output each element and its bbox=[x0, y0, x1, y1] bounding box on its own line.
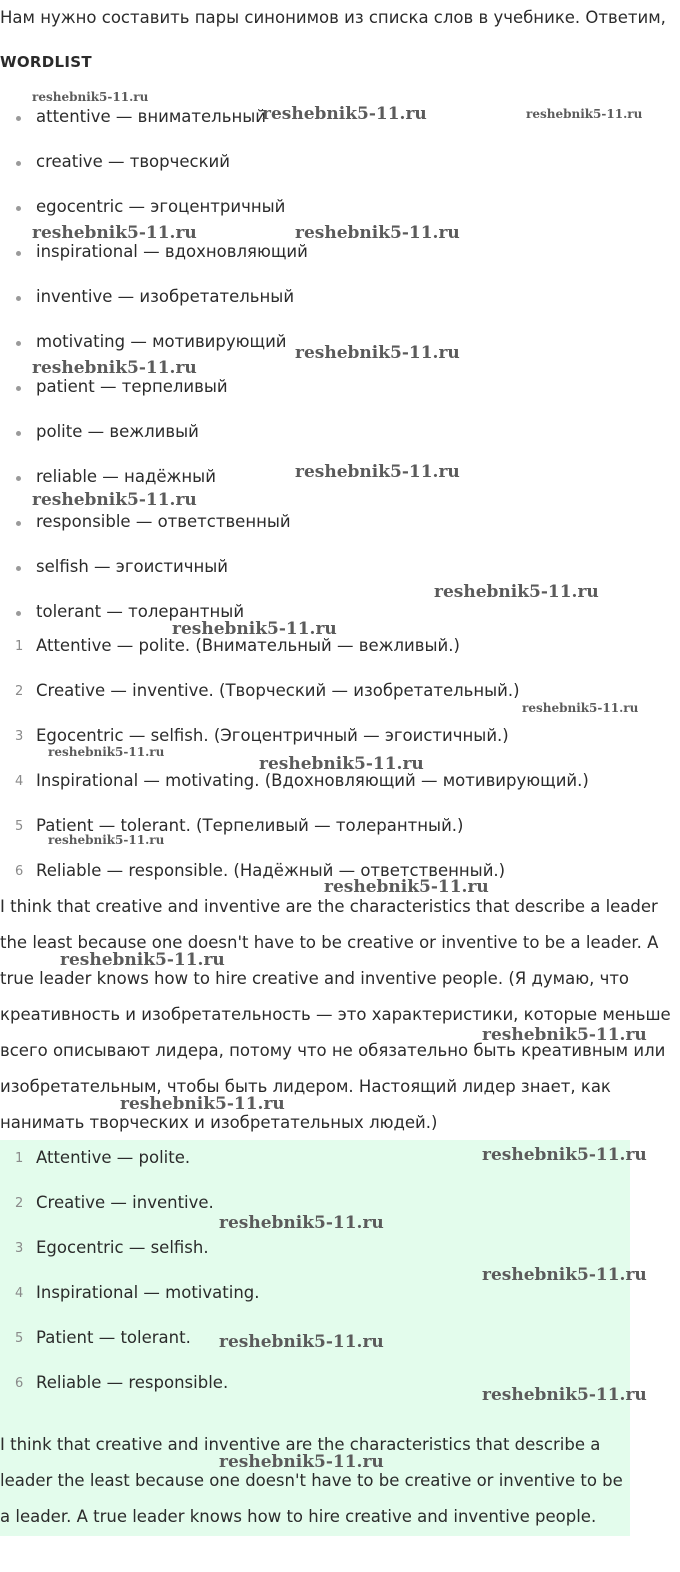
paragraph-translated: I think that creative and inventive are the characteristics that describe a leader the least because one doesn't have to be creative or inventive to be a leader. A true leader knows how to hire creative and inventive people. (Я думаю, что креативность и изобретательность — это характеристики, которые меньше всего описывают лидера, потому что не обязательно быть креативным или изобретательным, чтобы быть лидером. Настоящий лидер знает, как нанимать творческих и изобретательных людей.) bbox=[0, 897, 671, 1132]
list-item: responsible — ответственный bbox=[0, 510, 680, 555]
bullet-icon bbox=[16, 341, 21, 346]
wordlist-heading: WORDLIST bbox=[0, 53, 92, 71]
watermark: reshebnik5-11.ru bbox=[172, 619, 337, 639]
answer-item: 6 Reliable — responsible. (Надёжный — ответственный.) bbox=[15, 861, 506, 880]
bullet-icon bbox=[16, 521, 21, 526]
list-item: attentive — внимательный bbox=[0, 105, 680, 150]
bullet-icon bbox=[16, 296, 21, 301]
answer-item: 3 Egocentric — selfish. (Эгоцентричный — эгоистичный.) bbox=[15, 726, 509, 745]
answers-translated-list bbox=[0, 634, 680, 904]
watermark: reshebnik5-11.ru bbox=[295, 343, 460, 363]
wordlist bbox=[0, 105, 680, 645]
watermark: reshebnik5-11.ru bbox=[32, 490, 197, 510]
answer-item: 1 Attentive — polite. (Внимательный — вежливый.) bbox=[15, 636, 460, 655]
list-item: polite — вежливый bbox=[0, 420, 680, 465]
paragraph-plain: I think that creative and inventive are the characteristics that describe a leader the least because one doesn't have to be creative or inventive to be a leader. A true leader knows how to hire creative and inventive people. bbox=[0, 1435, 623, 1526]
watermark: reshebnik5-11.ru bbox=[522, 701, 639, 715]
list-item: reliable — надёжный bbox=[0, 465, 680, 510]
watermark: reshebnik5-11.ru bbox=[482, 1385, 647, 1405]
watermark: reshebnik5-11.ru bbox=[482, 1025, 647, 1045]
watermark: reshebnik5-11.ru bbox=[219, 1213, 384, 1233]
list-item: egocentric — эгоцентричный bbox=[0, 195, 680, 240]
watermark: reshebnik5-11.ru bbox=[48, 833, 165, 847]
bullet-icon bbox=[16, 566, 21, 571]
list-item: inspirational — вдохновляющий bbox=[0, 240, 680, 285]
watermark: reshebnik5-11.ru bbox=[259, 754, 424, 774]
answers-plain-list bbox=[0, 1146, 680, 1416]
watermark: reshebnik5-11.ru bbox=[482, 1145, 647, 1165]
answer-item: 4 Inspirational — motivating. bbox=[15, 1283, 260, 1302]
answer-item: 1 Attentive — polite. bbox=[15, 1148, 191, 1167]
bullet-icon bbox=[16, 116, 21, 121]
answer-item: 2 Creative — inventive. bbox=[15, 1193, 214, 1212]
watermark: reshebnik5-11.ru bbox=[32, 358, 197, 378]
bullet-icon bbox=[16, 611, 21, 616]
watermark: reshebnik5-11.ru bbox=[295, 462, 460, 482]
bullet-icon bbox=[16, 386, 21, 391]
bullet-icon bbox=[16, 251, 21, 256]
answer-item: 2 Creative — inventive. (Творческий — изобретательный.) bbox=[15, 681, 520, 700]
intro-text: Нам нужно составить пары синонимов из списка слов в учебнике. Ответим, bbox=[0, 8, 666, 27]
watermark: reshebnik5-11.ru bbox=[482, 1265, 647, 1285]
list-item: creative — творческий bbox=[0, 150, 680, 195]
watermark: reshebnik5-11.ru bbox=[526, 107, 643, 121]
bullet-icon bbox=[16, 431, 21, 436]
bullet-icon bbox=[16, 206, 21, 211]
watermark: reshebnik5-11.ru bbox=[32, 90, 149, 104]
list-item: patient — терпеливый bbox=[0, 375, 680, 420]
list-item: tolerant — толерантный bbox=[0, 600, 680, 645]
watermark: reshebnik5-11.ru bbox=[48, 745, 165, 759]
watermark: reshebnik5-11.ru bbox=[219, 1332, 384, 1352]
list-item: motivating — мотивирующий bbox=[0, 330, 680, 375]
list-item: inventive — изобретательный bbox=[0, 285, 680, 330]
watermark: reshebnik5-11.ru bbox=[219, 1452, 384, 1472]
watermark: reshebnik5-11.ru bbox=[295, 223, 460, 243]
watermark: reshebnik5-11.ru bbox=[324, 877, 489, 897]
answer-item: 3 Egocentric — selfish. bbox=[15, 1238, 209, 1257]
answer-item: 5 Patient — tolerant. bbox=[15, 1328, 191, 1347]
bullet-icon bbox=[16, 161, 21, 166]
bullet-icon bbox=[16, 476, 21, 481]
list-item: selfish — эгоистичный bbox=[0, 555, 680, 600]
watermark: reshebnik5-11.ru bbox=[262, 104, 427, 124]
watermark: reshebnik5-11.ru bbox=[32, 223, 197, 243]
watermark: reshebnik5-11.ru bbox=[60, 950, 225, 970]
answer-item: 6 Reliable — responsible. bbox=[15, 1373, 229, 1392]
watermark: reshebnik5-11.ru bbox=[120, 1094, 285, 1114]
answer-item: 4 Inspirational — motivating. (Вдохновляющий — мотивирующий.) bbox=[15, 771, 589, 790]
watermark: reshebnik5-11.ru bbox=[434, 582, 599, 602]
answer-item: 5 Patient — tolerant. (Терпеливый — толерантный.) bbox=[15, 816, 464, 835]
